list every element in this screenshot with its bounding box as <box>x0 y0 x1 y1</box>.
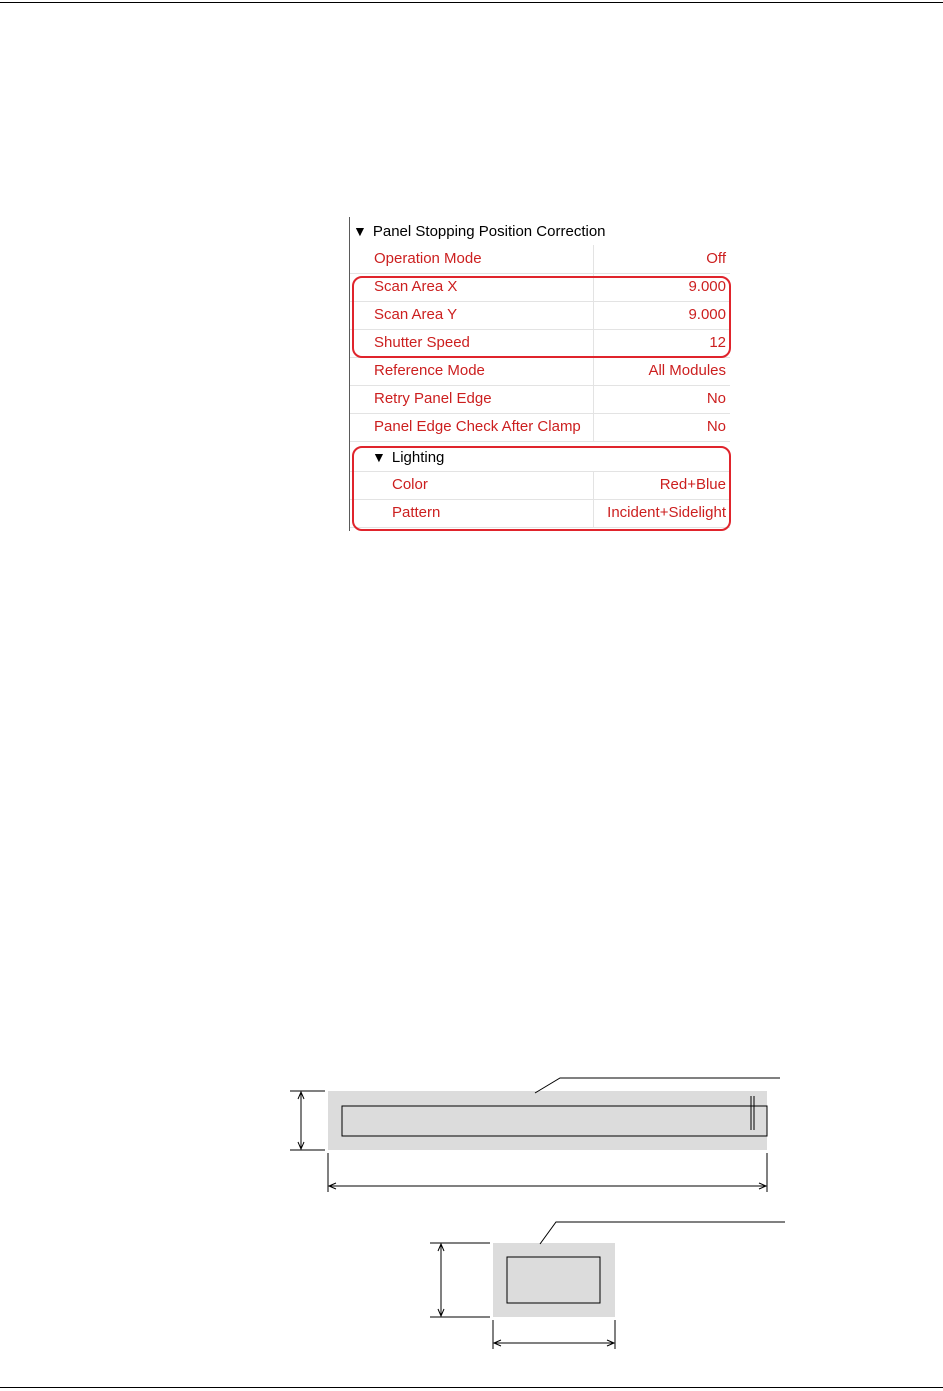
section-title: Panel Stopping Position Correction <box>372 222 606 240</box>
property-label: Retry Panel Edge <box>374 390 492 407</box>
property-label: Color <box>392 476 428 493</box>
property-value[interactable]: 9.000 <box>688 306 726 323</box>
scan-area-wide <box>328 1091 767 1150</box>
property-value[interactable]: Off <box>706 250 726 267</box>
section-title: Lighting <box>391 448 445 466</box>
property-value[interactable]: No <box>706 390 726 407</box>
page-bottom-rule <box>0 1387 943 1388</box>
property-value[interactable]: Red+Blue <box>659 476 726 493</box>
property-label: Pattern <box>392 504 441 521</box>
property-label: Reference Mode <box>374 362 485 379</box>
property-label: Panel Edge Check After Clamp <box>374 418 581 435</box>
leader-line-wide <box>535 1078 780 1093</box>
expand-triangle-icon[interactable]: ▼ <box>372 449 386 465</box>
property-label: Shutter Speed <box>374 334 470 351</box>
property-value[interactable]: No <box>706 418 726 435</box>
property-label: Scan Area Y <box>374 306 458 323</box>
property-label: Operation Mode <box>374 250 482 267</box>
property-value[interactable]: 12 <box>709 334 726 351</box>
property-value[interactable]: 9.000 <box>688 278 726 295</box>
property-value[interactable]: Incident+Sidelight <box>607 504 726 521</box>
scan-area-small <box>493 1243 615 1317</box>
leader-line-small <box>540 1222 785 1244</box>
expand-triangle-icon[interactable]: ▼ <box>353 223 367 239</box>
property-value[interactable]: All Modules <box>648 362 726 379</box>
property-label: Scan Area X <box>374 278 458 295</box>
